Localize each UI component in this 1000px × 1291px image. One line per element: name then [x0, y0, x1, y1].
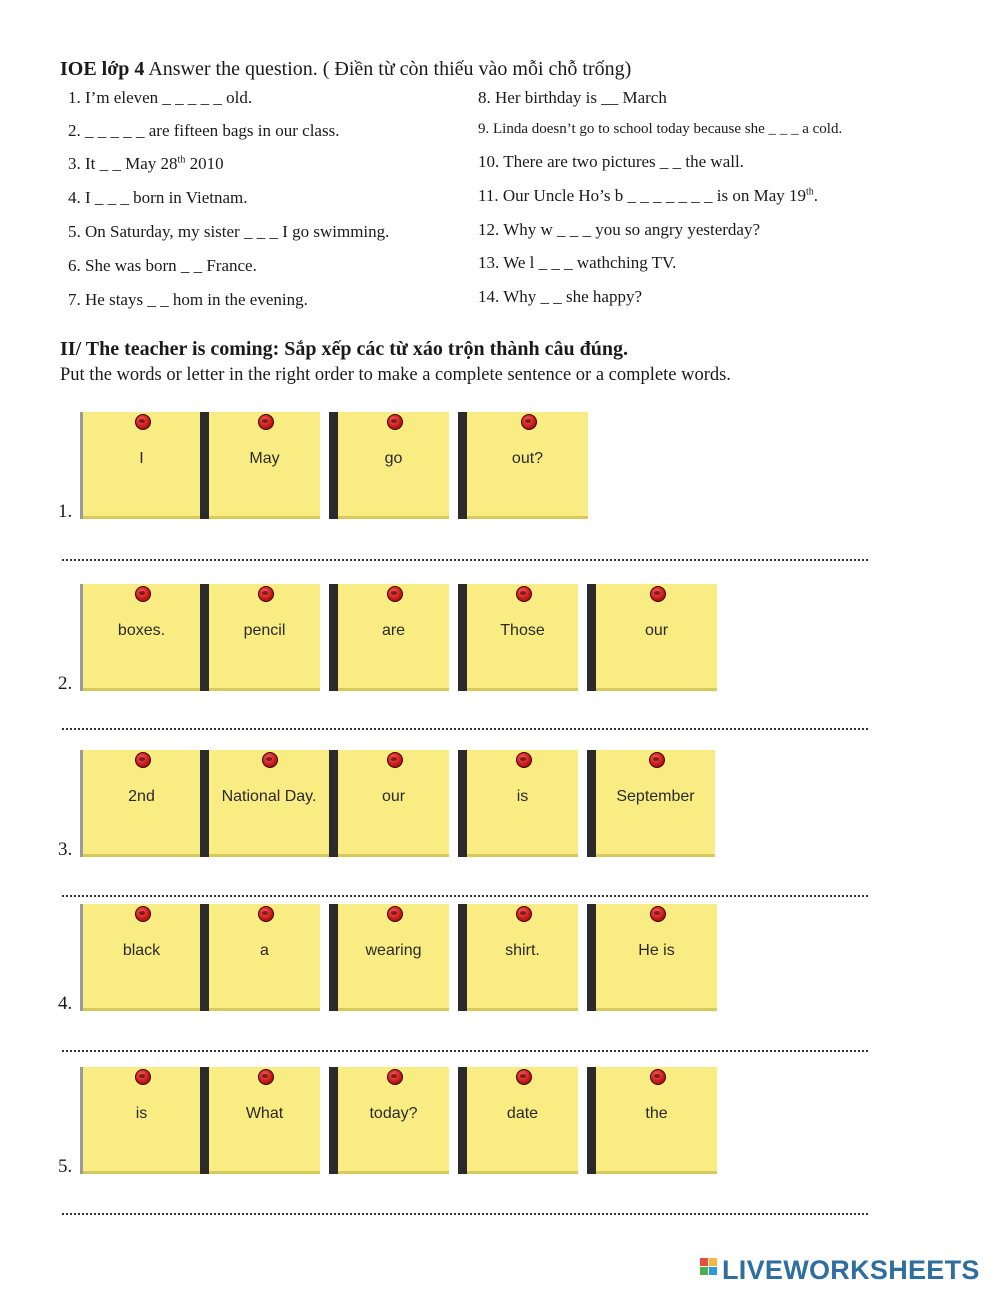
word-card[interactable] [200, 750, 329, 857]
word-card-label: black [122, 942, 161, 959]
liveworksheets-logo [700, 1255, 980, 1283]
pin-icon [135, 752, 151, 768]
word-card-label: is [135, 1105, 148, 1122]
pin-icon [135, 414, 151, 430]
word-card-label: the [645, 1105, 668, 1122]
answer-line-1[interactable] [62, 557, 868, 561]
pin-icon [258, 1069, 274, 1085]
answer-line-5[interactable] [62, 1211, 868, 1215]
question-11-before: 11. Our Uncle Ho’s b _ _ _ _ _ _ _ is on May 19 [478, 186, 807, 205]
question-14: 14. Why _ _ she happy? [478, 287, 642, 306]
word-card[interactable] [80, 1067, 200, 1174]
word-card-label: He is [638, 942, 675, 959]
pin-icon [387, 414, 403, 430]
question-4: 4. I _ _ _ born in Vietnam. [68, 188, 248, 207]
question-7: 7. He stays _ _ hom in the evening. [68, 290, 308, 309]
question-3-after: 2010 [185, 154, 224, 173]
word-card[interactable] [200, 1067, 320, 1174]
pin-icon [135, 906, 151, 922]
word-card[interactable] [329, 412, 449, 519]
word-card[interactable] [329, 750, 449, 857]
pin-icon [387, 1069, 403, 1085]
word-card-label: is [516, 788, 529, 805]
question-11-after: . [813, 186, 819, 205]
word-card[interactable] [80, 904, 200, 1011]
word-card-label: boxes. [117, 622, 166, 639]
word-card-label: date [506, 1105, 539, 1122]
word-card[interactable] [329, 1067, 449, 1174]
pin-icon [516, 906, 532, 922]
row-number: 1. [58, 501, 73, 522]
word-card-label: September [616, 788, 695, 805]
word-card-label: go [384, 450, 403, 467]
word-card[interactable] [458, 750, 578, 857]
word-card[interactable] [200, 412, 320, 519]
pin-icon [387, 586, 403, 602]
pin-icon [650, 906, 666, 922]
section1-title-bold: IOE lớp 4 [60, 58, 145, 80]
word-card-label: out? [511, 450, 544, 467]
row-number: 3. [58, 839, 73, 860]
word-card-label: today? [369, 1105, 418, 1122]
pin-icon [258, 586, 274, 602]
liveworksheets-logo-icon [700, 1256, 720, 1282]
answer-line-2[interactable] [62, 726, 868, 730]
word-card[interactable] [587, 584, 717, 691]
word-card-label: May [249, 450, 280, 467]
word-card-label: our [644, 622, 669, 639]
word-card[interactable] [329, 904, 449, 1011]
word-card-label: 2nd [128, 788, 155, 805]
answer-line-3[interactable] [62, 893, 868, 897]
pin-icon [649, 752, 665, 768]
question-6: 6. She was born _ _ France. [68, 256, 257, 275]
question-3-sup: th [177, 154, 186, 166]
question-2: 2. _ _ _ _ _ are fifteen bags in our class. [68, 121, 340, 140]
word-card[interactable] [587, 750, 715, 857]
pin-icon [521, 414, 537, 430]
pin-icon [135, 586, 151, 602]
question-5: 5. On Saturday, my sister _ _ _ I go swimming. [68, 222, 390, 241]
question-9: 9. Linda doesn’t go to school today because she _ _ _ a cold. [478, 121, 843, 137]
question-13: 13. We l _ _ _ wathching TV. [478, 253, 677, 272]
pin-icon [135, 1069, 151, 1085]
question-11 [478, 186, 818, 206]
row-number: 4. [58, 993, 73, 1014]
question-8: 8. Her birthday is __ March [478, 88, 667, 107]
row-number: 5. [58, 1156, 73, 1177]
word-card-label: I [139, 450, 144, 467]
word-card[interactable] [458, 412, 588, 519]
word-card-label: What [245, 1105, 284, 1122]
word-card[interactable] [200, 584, 320, 691]
word-card-label: wearing [365, 942, 422, 959]
question-11-sup: th [806, 186, 814, 198]
question-10: 10. There are two pictures _ _ the wall. [478, 152, 744, 171]
word-card-label: our [381, 788, 406, 805]
word-card[interactable] [80, 412, 200, 519]
pin-icon [387, 752, 403, 768]
pin-icon [650, 1069, 666, 1085]
section1-title [60, 58, 631, 81]
word-card-label: are [381, 622, 406, 639]
section2-title: II/ The teacher is coming: Sắp xếp các từ xáo trộn thành câu đúng. [60, 338, 628, 360]
question-1: 1. I’m eleven _ _ _ _ _ old. [68, 88, 253, 107]
word-card-label: a [260, 942, 269, 959]
pin-icon [258, 906, 274, 922]
row-number: 2. [58, 673, 73, 694]
word-card-label: National Day. [221, 788, 317, 805]
word-card[interactable] [200, 904, 320, 1011]
word-card[interactable] [80, 750, 200, 857]
pin-icon [262, 752, 278, 768]
pin-icon [516, 1069, 532, 1085]
pin-icon [650, 586, 666, 602]
pin-icon [387, 906, 403, 922]
word-card[interactable] [458, 904, 578, 1011]
section2-instruction: Put the words or letter in the right order to make a complete sentence or a complete words. [60, 365, 731, 385]
word-card[interactable] [587, 904, 717, 1011]
question-3 [68, 154, 224, 174]
word-card[interactable] [587, 1067, 717, 1174]
section1-title-rest: Answer the question. ( Điền từ còn thiếu vào mỗi chỗ trống) [144, 58, 632, 80]
pin-icon [516, 752, 532, 768]
word-card-label: shirt. [505, 942, 540, 959]
word-card-label: Those [500, 622, 545, 639]
word-card[interactable] [329, 584, 449, 691]
word-card[interactable] [80, 584, 200, 691]
answer-line-4[interactable] [62, 1048, 868, 1052]
word-card[interactable] [458, 1067, 578, 1174]
liveworksheets-logo-text: LIVEWORKSHEETS [722, 1255, 980, 1285]
question-3-before: 3. It _ _ May 28 [68, 154, 178, 173]
pin-icon [258, 414, 274, 430]
word-card-label: pencil [243, 622, 286, 639]
word-card[interactable] [458, 584, 578, 691]
question-12: 12. Why w _ _ _ you so angry yesterday? [478, 220, 761, 239]
pin-icon [516, 586, 532, 602]
